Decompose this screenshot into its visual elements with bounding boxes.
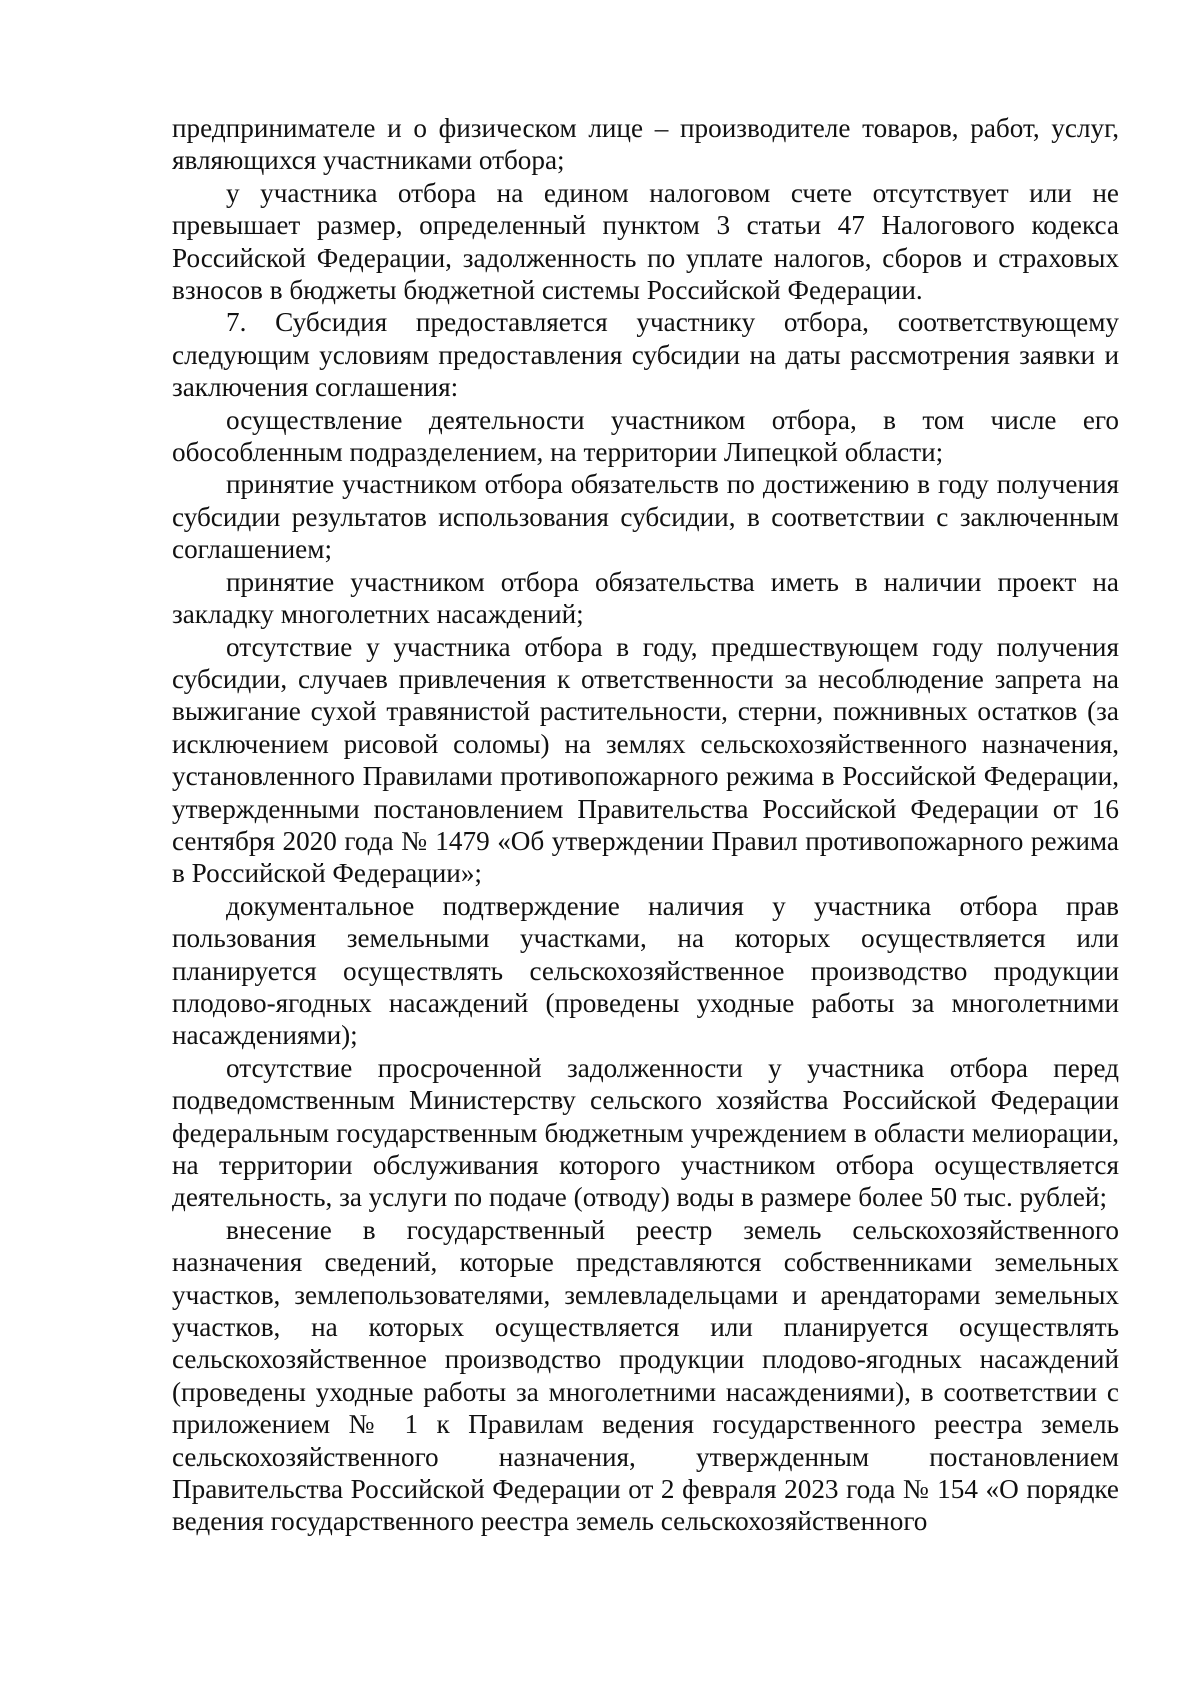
paragraph-2: у участника отбора на едином налоговом счете отсутствует или не превышает размер, определенный пунктом 3 статьи 47 Налогового кодекса Российской Федерации, задолженность по уплате налогов, сборов и страховых взносов в бюджеты бюджетной системы Российской Федерации. [172, 177, 1119, 306]
paragraph-6: принятие участником отбора обязательства иметь в наличии проект на закладку многолетних насаждений; [172, 566, 1119, 630]
paragraph-1: предпринимателе и о физическом лице – производителе товаров, работ, услуг, являющихся участниками отбора; [172, 113, 1119, 176]
paragraph-3: 7. Субсидия предоставляется участнику отбора, соответствующему следующим условиям предоставления субсидии на даты рассмотрения заявки и заключения соглашения: [172, 307, 1119, 403]
paragraph-7: отсутствие у участника отбора в году, предшествующем году получения субсидии, случаев привлечения к ответственности за несоблюдение запрета на выжигание сухой травянистой растительности, стерни, пожнивных остатков (за исключением рисовой соломы) на землях сельскохозяйственного назначения, установленного Правилами противопожарного режима в Российской Федерации, утвержденными постановлением Правительства Российской Федерации от 16 сентября 2020 года № 1479 «Об утверждении Правил противопожарного режима в Российской Федерации»; [172, 631, 1119, 889]
paragraph-4: осуществление деятельности участником отбора, в том числе его обособленным подразделением, на территории Липецкой области; [172, 404, 1119, 468]
document-page [172, 112, 1119, 1538]
paragraph-10: внесение в государственный реестр земель сельскохозяйственного назначения сведений, которые представляются собственниками земельных участков, землепользователями, землевладельцами и арендаторами земельных участков, на которых осуществляется или планируется осуществлять сельскохозяйственное производство продукции плодово-ягодных насаждений (проведены уходные работы за многолетними насаждениями), в соответствии с приложением № 1 к Правилам ведения государственного реестра земель сельскохозяйственного назначения, утвержденным постановлением Правительства Российской Федерации от 2 февраля 2023 года № 154 «О порядке ведения государственного реестра земель сельскохозяйственного [172, 1214, 1119, 1537]
paragraph-8: документальное подтверждение наличия у участника отбора прав пользования земельными участками, на которых осуществляется или планируется осуществлять сельскохозяйственное производство продукции плодово-ягодных насаждений (проведены уходные работы за многолетними насаждениями); [172, 890, 1119, 1051]
paragraph-5: принятие участником отбора обязательств по достижению в году получения субсидии результатов использования субсидии, в соответствии с заключенным соглашением; [172, 469, 1119, 565]
paragraph-9: отсутствие просроченной задолженности у участника отбора перед подведомственным Министерству сельского хозяйства Российской Федерации федеральным государственным бюджетным учреждением в области мелиорации, на территории обслуживания которого участником отбора осуществляется деятельность, за услуги по подаче (отводу) воды в размере более 50 тыс. рублей; [172, 1052, 1119, 1213]
